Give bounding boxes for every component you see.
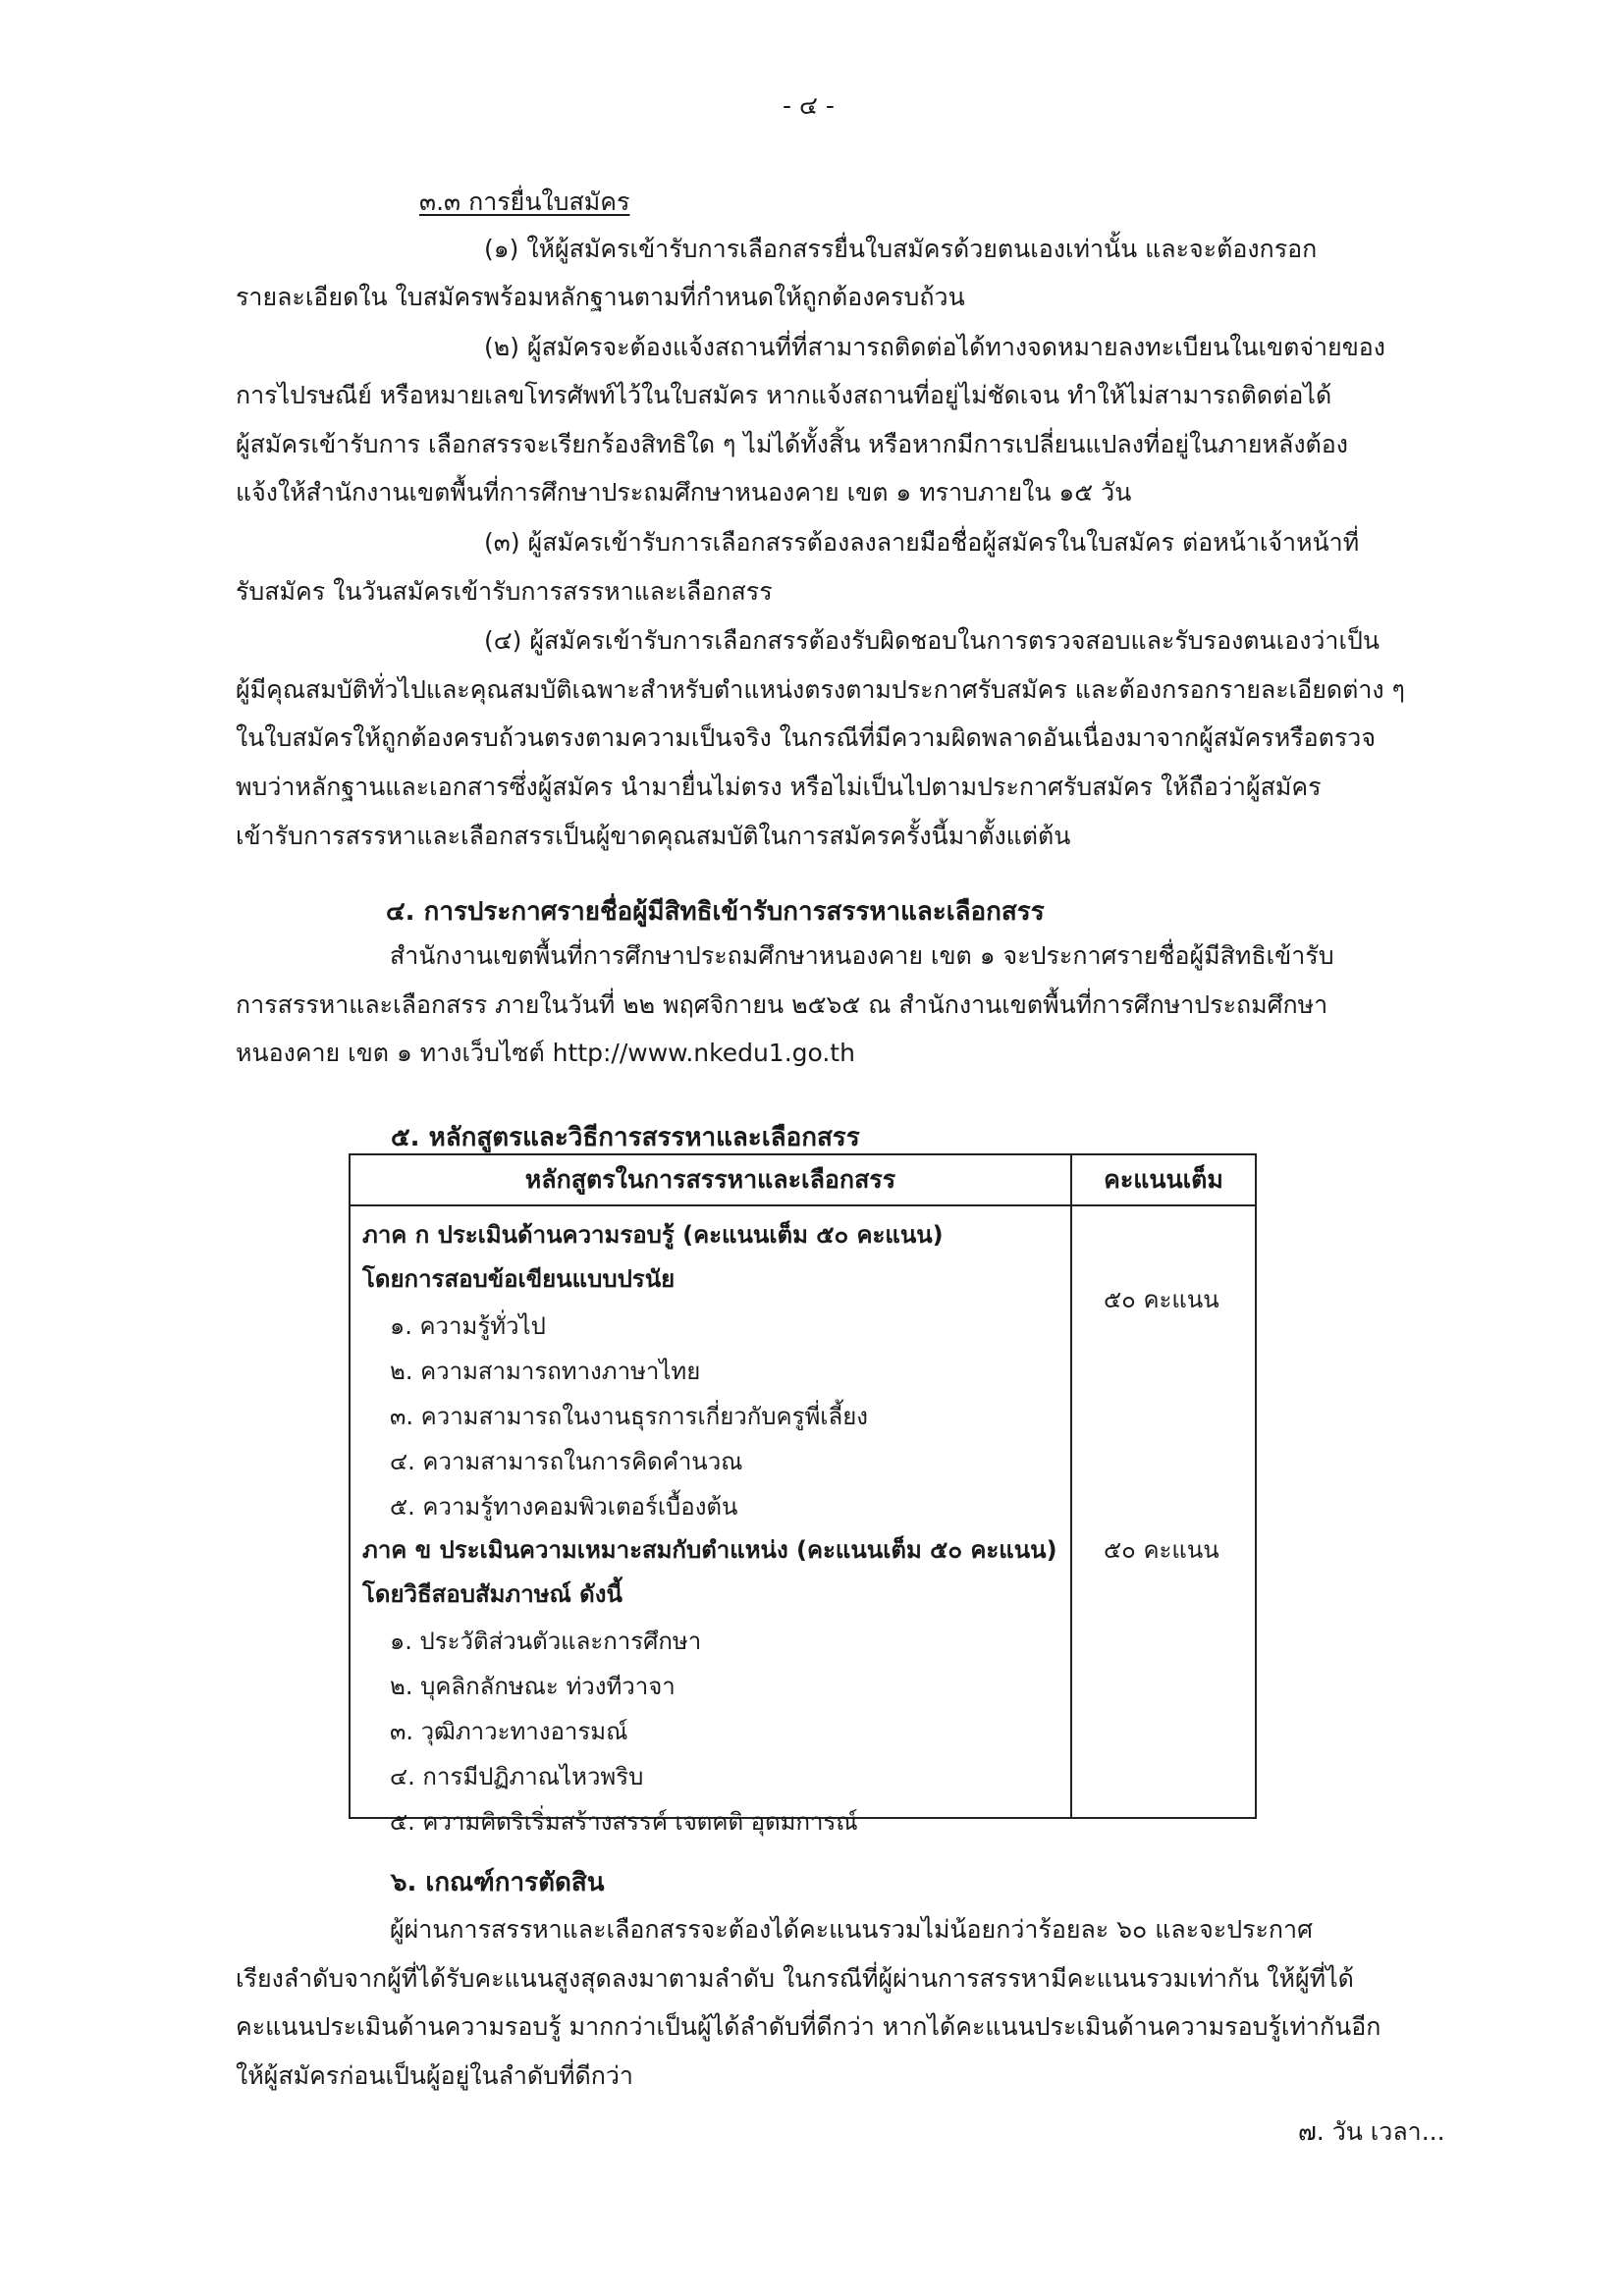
s33-item4-line2: ผู้มีคุณสมบัติทั่วไปและคุณสมบัติเฉพาะสำหรับตำแหน่งตรงตามประกาศรับสมัคร และต้องกรอกรายละเอียดต่าง ๆ: [236, 675, 1405, 704]
s6-line3: คะแนนประเมินด้านความรอบรู้ มากกว่าเป็นผู้ได้ลำดับที่ดีกว่า หากได้คะแนนประเมินด้านความรอบรู้เท่ากันอีก: [236, 2012, 1381, 2041]
part-a-score: ๕๐ คะแนน: [1104, 1286, 1219, 1313]
s4-line2: การสรรหาและเลือกสรร ภายในวันที่ ๒๒ พฤศจิกายน ๒๕๖๕ ณ สำนักงานเขตพื้นที่การศึกษาประถมศึกษา: [236, 990, 1328, 1019]
part-a-item: ๔. ความสามารถในการคิดคำนวณ: [390, 1448, 743, 1475]
part-b-title: ภาค ข ประเมินความเหมาะสมกับตำแหน่ง (คะแนนเต็ม ๕๐ คะแนน): [362, 1536, 1057, 1564]
part-b-item: ๔. การมีปฏิภาณไหวพริบ: [390, 1763, 644, 1790]
course-table: [349, 1153, 1257, 1836]
part-b-item: ๓. วุฒิภาวะทางอารมณ์: [390, 1718, 628, 1745]
s33-item3-line1: (๓) ผู้สมัครเข้ารับการเลือกสรรต้องลงลายมือชื่อผู้สมัครในใบสมัคร ต่อหน้าเจ้าหน้าที่: [484, 528, 1360, 557]
part-a-title: ภาค ก ประเมินด้านความรอบรู้ (คะแนนเต็ม ๕๐ คะแนน): [362, 1221, 944, 1249]
s33-item4-line5: เข้ารับการสรรหาและเลือกสรรเป็นผู้ขาดคุณสมบัติในการสมัครครั้งนี้มาตั้งแต่ต้น: [236, 822, 1071, 850]
s33-item2-line1: (๒) ผู้สมัครจะต้องแจ้งสถานที่ที่สามารถติดต่อได้ทางจดหมายลงทะเบียนในเขตจ่ายของ: [484, 333, 1386, 361]
part-b-item: ๑. ประวัติส่วนตัวและการศึกษา: [390, 1628, 702, 1655]
section-5-heading: ๕. หลักสูตรและวิธีการสรรหาและเลือกสรร: [391, 1123, 860, 1152]
continuation-note: ๗. วัน เวลา...: [1298, 2117, 1445, 2146]
s33-item2-line4: แจ้งให้สำนักงานเขตพื้นที่การศึกษาประถมศึกษาหนองคาย เขต ๑ ทราบภายใน ๑๕ วัน: [236, 478, 1132, 507]
part-a-item: ๒. ความสามารถทางภาษาไทย: [390, 1358, 701, 1385]
s33-item2-line2: การไปรษณีย์ หรือหมายเลขโทรศัพท์ไว้ในใบสมัคร หากแจ้งสถานที่อยู่ไม่ชัดเจน ทำให้ไม่สามารถติดต่อได้: [236, 381, 1332, 409]
col-header-full-score: คะแนนเต็ม: [1071, 1154, 1256, 1205]
part-b-score: ๕๐ คะแนน: [1104, 1536, 1219, 1564]
part-b-item: ๕. ความคิดริเริ่มสร้างสรรค์ เจตคติ อุดมการณ์: [390, 1808, 858, 1836]
part-a-item: ๓. ความสามารถในงานธุรการเกี่ยวกับครูพี่เลี้ยง: [390, 1403, 868, 1430]
page-number: - ๔ -: [783, 91, 835, 120]
s6-line2: เรียงลำดับจากผู้ที่ได้รับคะแนนสูงสุดลงมาตามลำดับ ในกรณีที่ผู้ผ่านการสรรหามีคะแนนรวมเท่ากัน ให้ผู้ที่ได้: [236, 1964, 1354, 1993]
part-a-item: ๕. ความรู้ทางคอมพิวเตอร์เบื้องต้น: [390, 1493, 738, 1521]
section-4-heading: ๔. การประกาศรายชื่อผู้มีสิทธิเข้ารับการสรรหาและเลือกสรร: [386, 897, 1045, 927]
curriculum-cell: [350, 1205, 1071, 1836]
part-a-item: ๑. ความรู้ทั่วไป: [390, 1312, 546, 1340]
s33-item4-line1: (๔) ผู้สมัครเข้ารับการเลือกสรรต้องรับผิดชอบในการตรวจสอบและรับรองตนเองว่าเป็น: [484, 626, 1380, 655]
part-b-method: โดยวิธีสอบสัมภาษณ์ ดังนี้: [362, 1580, 623, 1608]
section-3-3-heading: ๓.๓ การยื่นใบสมัคร: [419, 187, 630, 216]
score-cell: [1071, 1205, 1256, 1818]
s6-line4: ให้ผู้สมัครก่อนเป็นผู้อยู่ในลำดับที่ดีกว่า: [236, 2061, 633, 2090]
s33-item3-line2: รับสมัคร ในวันสมัครเข้ารับการสรรหาและเลือกสรร: [236, 577, 773, 606]
part-a-method: โดยการสอบข้อเขียนแบบปรนัย: [362, 1265, 676, 1293]
s33-item4-line4: พบว่าหลักฐานและเอกสารซึ่งผู้สมัคร นำมายื่นไม่ตรง หรือไม่เป็นไปตามประกาศรับสมัคร ให้ถือว่าผู้สมัคร: [236, 773, 1322, 801]
section-6-heading: ๖. เกณฑ์การตัดสิน: [391, 1868, 605, 1897]
s4-line1: สำนักงานเขตพื้นที่การศึกษาประถมศึกษาหนองคาย เขต ๑ จะประกาศรายชื่อผู้มีสิทธิเข้ารับ: [390, 941, 1334, 970]
part-b-item: ๒. บุคลิกลักษณะ ท่วงทีวาจา: [390, 1673, 676, 1700]
s4-line3: หนองคาย เขต ๑ ทางเว็บไซต์ http://www.nkedu1.go.th: [236, 1039, 855, 1067]
s33-item2-line3: ผู้สมัครเข้ารับการ เลือกสรรจะเรียกร้องสิทธิใด ๆ ไม่ได้ทั้งสิ้น หรือหากมีการเปลี่ยนแปลงที่อยู่ในภายหลังต้อง: [236, 430, 1348, 458]
col-header-curriculum: หลักสูตรในการสรรหาและเลือกสรร: [350, 1154, 1071, 1205]
s33-item4-line3: ในใบสมัครให้ถูกต้องครบถ้วนตรงตามความเป็นจริง ในกรณีที่มีความผิดพลาดอันเนื่องมาจากผู้สมัครหรือตรวจ: [236, 723, 1376, 752]
s33-item1-line1: (๑) ให้ผู้สมัครเข้ารับการเลือกสรรยื่นใบสมัครด้วยตนเองเท่านั้น และจะต้องกรอก: [484, 235, 1318, 263]
s6-line1: ผู้ผ่านการสรรหาและเลือกสรรจะต้องได้คะแนนรวมไม่น้อยกว่าร้อยละ ๖๐ และจะประกาศ: [390, 1915, 1313, 1944]
s33-item1-line2: รายละเอียดใน ใบสมัครพร้อมหลักฐานตามที่กำหนดให้ถูกต้องครบถ้วน: [236, 283, 965, 311]
